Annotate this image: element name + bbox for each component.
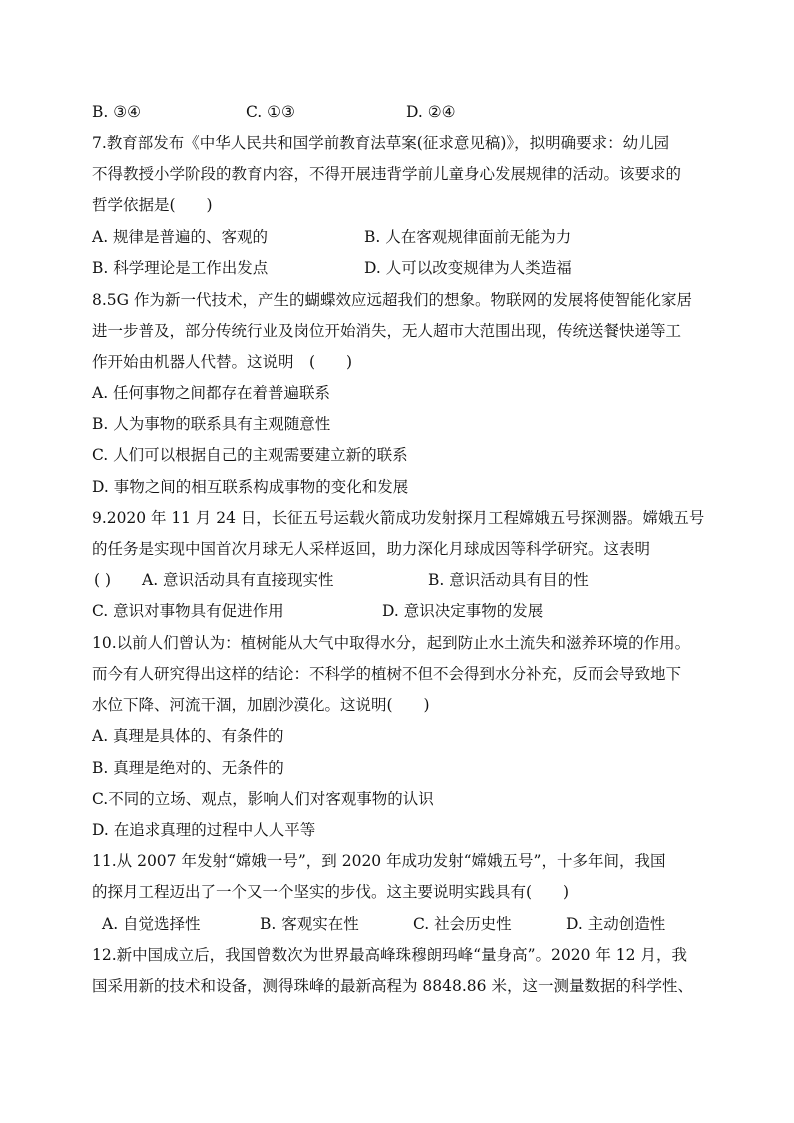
q8-stem-line-3: 作开始由机器人代替。这说明 ( ) (92, 353, 353, 371)
q7-option-b: B. 人在客观规律面前无能为力 (364, 228, 572, 246)
q8-stem-line-2: 进一步普及，部分传统行业及岗位开始消失，无人超市大范围出现，传统送餐快递等工 (92, 322, 682, 340)
q7-stem-line-1: 7.教育部发布《中华人民共和国学前教育法草案(征求意见稿)》，拟明确要求：幼儿园 (92, 134, 670, 152)
q9-option-b: B. 意识活动具有目的性 (428, 571, 589, 589)
q9-stem-line-2: 的任务是实现中国首次月球无人采样返回，助力深化月球成因等科学研究。这表明 (92, 540, 651, 558)
q11-option-d: D. 主动创造性 (566, 915, 666, 933)
q8-option-b: B. 人为事物的联系具有主观随意性 (92, 415, 331, 433)
q10-option-c: C.不同的立场、观点，影响人们对客观事物的认识 (92, 790, 434, 808)
q12-stem-line-2: 国采用新的技术和设备，测得珠峰的最新高程为 8848.86 米，这一测量数据的科学性、 (92, 977, 693, 995)
q9-option-a: A. 意识活动具有直接现实性 (142, 571, 334, 589)
q8-option-a: A. 任何事物之间都存在着普遍联系 (92, 384, 331, 402)
q11-option-a: A. 自觉选择性 (102, 915, 201, 933)
q10-option-b: B. 真理是绝对的、无条件的 (92, 759, 284, 777)
q11-option-b: B. 客观实在性 (260, 915, 359, 933)
q8-option-d: D. 事物之间的相互联系构成事物的变化和发展 (92, 478, 409, 496)
q10-option-a: A. 真理是具体的、有条件的 (92, 727, 284, 745)
q7-option-b-second: B. 科学理论是工作出发点 (92, 259, 269, 277)
q12-stem-line-1: 12.新中国成立后，我国曾数次为世界最高峰珠穆朗玛峰“量身高”。2020 年 12 月，我 (92, 946, 687, 964)
q7-option-d: D. 人可以改变规律为人类造福 (364, 259, 572, 277)
q11-stem-line-2: 的探月工程迈出了一个又一个坚实的步伐。这主要说明实践具有( ) (92, 883, 570, 901)
q8-stem-line-1: 8.5G 作为新一代技术，产生的蝴蝶效应远超我们的想象。物联网的发展将使智能化家居 (92, 291, 692, 309)
q10-stem-line-2: 而今有人研究得出这样的结论：不科学的植树不但不会得到水分补充，反而会导致地下 (92, 665, 682, 683)
q9-stem-line-1: 9.2020 年 11 月 24 日，长征五号运载火箭成功发射探月工程嫦娥五号探测器。嫦娥五号 (92, 509, 705, 527)
q7-stem-line-2: 不得教授小学阶段的教育内容，不得开展违背学前儿童身心发展规律的活动。该要求的 (92, 165, 682, 183)
q7-option-a: A. 规律是普遍的、客观的 (92, 228, 269, 246)
q8-option-c: C. 人们可以根据自己的主观需要建立新的联系 (92, 446, 408, 464)
q11-stem-line-1: 11.从 2007 年发射“嫦娥一号”，到 2020 年成功发射“嫦娥五号”，十多年间，我国 (92, 852, 666, 870)
q6-option-c: C. ①③ (246, 103, 295, 121)
q11-option-c: C. 社会历史性 (413, 915, 512, 933)
q6-option-b: B. ③④ (92, 103, 142, 121)
q9-option-d: D. 意识决定事物的发展 (382, 602, 544, 620)
q9-answer-paren: ( ) (94, 571, 112, 589)
q10-stem-line-3: 水位下降、河流干涸，加剧沙漠化。这说明( ) (92, 696, 430, 714)
q7-stem-line-3: 哲学依据是( ) (92, 196, 213, 214)
q6-option-d: D. ②④ (406, 103, 456, 121)
q9-option-c: C. 意识对事物具有促进作用 (92, 602, 284, 620)
q10-option-d: D. 在追求真理的过程中人人平等 (92, 821, 316, 839)
q10-stem-line-1: 10.以前人们曾认为：植树能从大气中取得水分，起到防止水土流失和滋养环境的作用。 (92, 634, 691, 652)
